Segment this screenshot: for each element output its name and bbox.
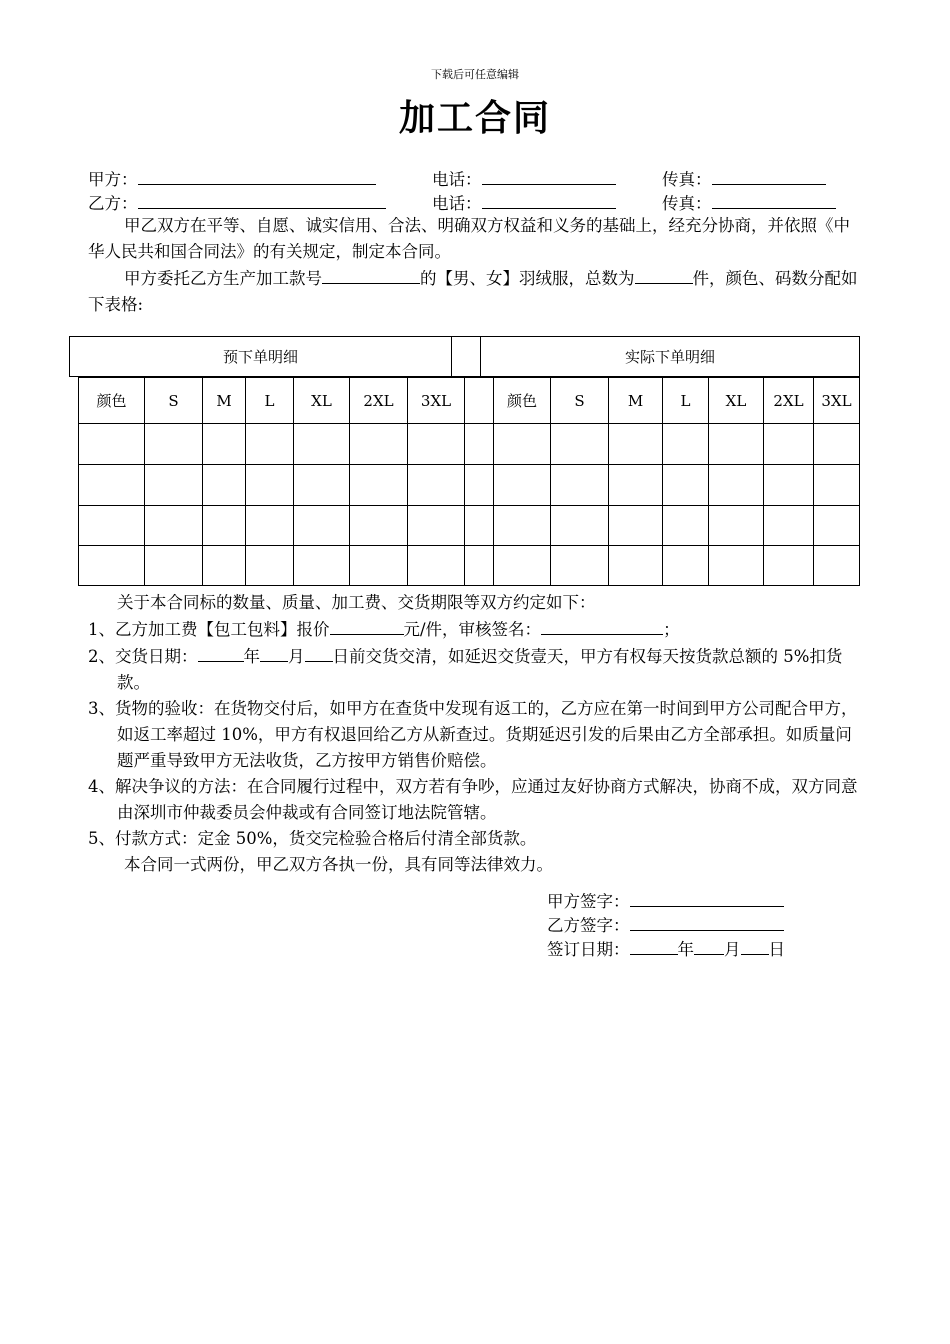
col-header: L <box>246 378 294 424</box>
order-header-table <box>69 336 860 377</box>
col-header: S <box>551 378 609 424</box>
col-header: M <box>203 378 246 424</box>
sign-day-blank[interactable] <box>741 936 769 955</box>
col-header: XL <box>294 378 350 424</box>
style-number-blank[interactable] <box>322 265 420 284</box>
actual-order-title: 实际下单明细 <box>481 337 860 377</box>
intro-section <box>88 213 863 318</box>
phone-label: 电话： <box>432 170 482 189</box>
col-header: 2XL <box>764 378 814 424</box>
term-5: 5、付款方式：定金 50%，货交完检验合格后付清全部货款。 <box>88 829 537 848</box>
col-header: 2XL <box>350 378 408 424</box>
spacer-cell <box>465 378 494 424</box>
sign-month-blank[interactable] <box>694 936 724 955</box>
term-2: 2、交货日期： 年 月 日前交货交清，如延迟交货壹天，甲方有权每天按货款总额的 5%扣货款。 <box>88 643 863 696</box>
delivery-month-blank[interactable] <box>260 643 288 662</box>
total-qty-blank[interactable] <box>635 265 693 284</box>
party-a-fax-blank[interactable] <box>712 166 826 185</box>
fax-label: 传真： <box>662 194 712 213</box>
party-b-signature: 乙方签字： <box>547 912 784 938</box>
spacer-cell <box>452 337 481 377</box>
table-row <box>79 546 860 586</box>
party-b-blank[interactable] <box>138 190 386 209</box>
delivery-day-blank[interactable] <box>305 643 333 662</box>
party-a-fax <box>662 166 826 192</box>
table-header-row <box>79 378 860 424</box>
term-3: 3、货物的验收：在货物交付后，如甲方在查货中发现有返工的，乙方应在第一时间到甲方公司配合甲方，如返工率超过 10%，甲方有权退回给乙方从新查过。货期延迟引发的后果由乙方全部承担。如质量问题严重导致甲方无法收货，乙方按甲方销售价赔偿。 <box>88 699 858 770</box>
table-row <box>79 465 860 506</box>
order-detail-table <box>78 377 860 586</box>
party-a-blank[interactable] <box>138 166 376 185</box>
header-note: 下载后可任意编辑 <box>431 68 519 81</box>
col-header: S <box>145 378 203 424</box>
sign-date: 签订日期： 年 月 日 <box>547 936 785 962</box>
party-a-phone-blank[interactable] <box>482 166 616 185</box>
party-a-phone <box>432 166 616 192</box>
party-b-fax-blank[interactable] <box>712 190 836 209</box>
review-signature-blank[interactable] <box>541 616 663 635</box>
party-a-line <box>88 166 376 192</box>
col-header: 颜色 <box>494 378 551 424</box>
intro-paragraph: 甲乙双方在平等、自愿、诚实信用、合法、明确双方权益和义务的基础上，经充分协商，并依照《中华人民共和国合同法》的有关规定，制定本合同。 <box>88 216 850 261</box>
col-header: L <box>663 378 709 424</box>
col-header: XL <box>709 378 764 424</box>
delivery-year-blank[interactable] <box>198 643 244 662</box>
pre-order-title: 预下单明细 <box>70 337 452 377</box>
col-header: 3XL <box>408 378 465 424</box>
party-b-phone-blank[interactable] <box>482 190 616 209</box>
party-b-signature-blank[interactable] <box>630 912 784 931</box>
contract-title: 加工合同 <box>398 97 551 139</box>
commission-paragraph: 甲方委托乙方生产加工款号 的【男、女】羽绒服，总数为 件，颜色、码数分配如下表格: <box>88 265 863 318</box>
terms-intro: 关于本合同标的数量、质量、加工费、交货期限等双方约定如下： <box>117 593 596 612</box>
price-blank[interactable] <box>330 616 404 635</box>
party-a-signature-blank[interactable] <box>630 888 784 907</box>
col-header: M <box>609 378 663 424</box>
sign-year-blank[interactable] <box>630 936 678 955</box>
party-b-label: 乙方： <box>88 194 138 213</box>
party-a-signature: 甲方签字： <box>547 888 784 914</box>
terms-section <box>88 590 863 878</box>
col-header: 颜色 <box>79 378 145 424</box>
phone-label: 电话： <box>432 194 482 213</box>
term-1: 1、乙方加工费【包工包料】报价 元/件，审核签名： ； <box>88 616 863 643</box>
col-header: 3XL <box>814 378 860 424</box>
table-row <box>79 506 860 546</box>
closing-statement: 本合同一式两份，甲乙双方各执一份，具有同等法律效力。 <box>124 855 553 874</box>
table-row <box>79 424 860 465</box>
fax-label: 传真： <box>662 170 712 189</box>
party-a-label: 甲方： <box>88 170 138 189</box>
term-4: 4、解决争议的方法：在合同履行过程中，双方若有争吵，应通过友好协商方式解决，协商不成，双方同意由深圳市仲裁委员会仲裁或有合同签订地法院管辖。 <box>88 777 858 822</box>
